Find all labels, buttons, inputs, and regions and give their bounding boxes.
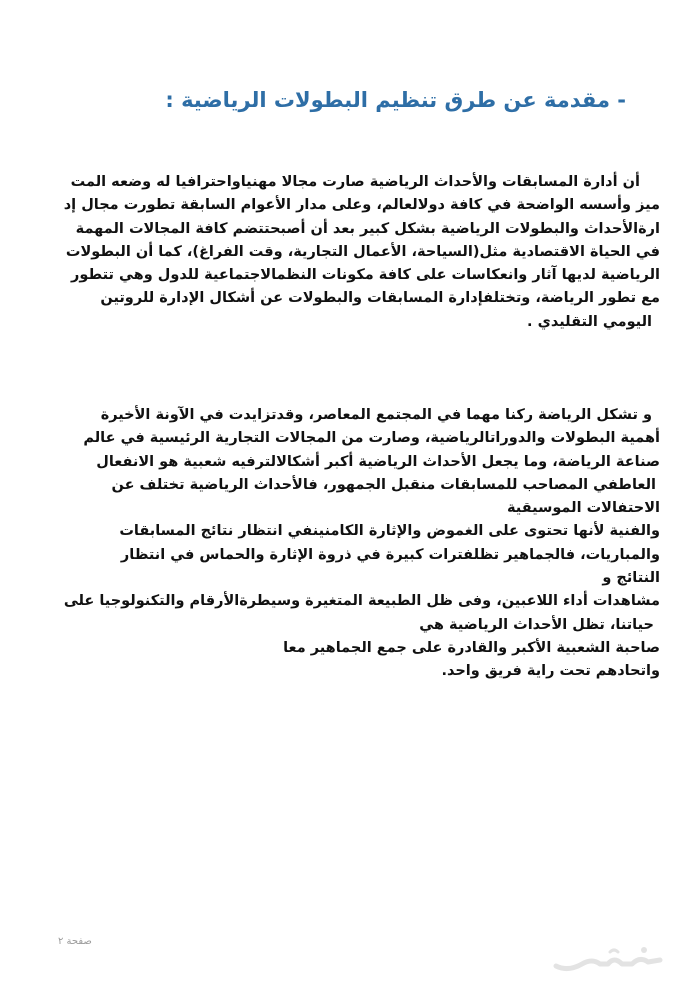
paragraph-intro <box>42 171 660 334</box>
paragraph-line: والمباريات، فالجماهير تظلفترات كبيرة في ذروة الإثارة والحماس في انتظار <box>120 546 660 563</box>
paragraph-line: صناعة الرياضة، وما يجعل الأحداث الرياضية أكبر أشكالالترفيه شعبية هو الانفعال <box>96 453 660 470</box>
paragraph-line: ارةالأحداث والبطولات الرياضية بشكل كبير بعد أن أصبحتتضم كافة المجالات المهمة <box>75 220 660 237</box>
paragraph-line: و تشكل الرياضة ركنا مهما في المجتمع المعاصر، وقدتزايدت في الآونة الأخيرة <box>100 407 652 423</box>
paragraph-line: مع تطور الرياضة، وتختلفإدارة المسابقات والبطولات عن أشكال الإدارة للروتين <box>100 290 660 307</box>
page-number: صفحة ٢ <box>58 936 92 947</box>
paragraph-line: اليومي التقليدي . <box>527 313 652 330</box>
paragraph-line: العاطفي المصاحب للمسابقات منقبل الجمهور، فالأحداث الرياضية تختلف عن <box>111 476 656 493</box>
paragraph-line: الرياضية لديها آثار وانعكاسات على كافة مكونات النظمالاجتماعية للدول وهي تتطور <box>71 267 660 284</box>
paragraph-line: أهمية البطولات والدوراتالرياضية، وصارت من المجالات التجارية الرئيسية في عالم <box>83 430 660 447</box>
section-heading: - مقدمة عن طرق تنظيم البطولات الرياضية : <box>165 88 626 112</box>
paragraph-line: مشاهدات أداء اللاعبين، وفى ظل الطبيعة المتغيرة وسيطرةالأرقام والتكنولوجيا على <box>63 593 660 610</box>
paragraph-line: ميز وأسسه الواضحة في كافة دولالعالم، وعلى مدار الأعوام السابقة تطورت مجال إد <box>63 197 660 214</box>
paragraph-line: أن أدارة المسابقات والأحداث الرياضية صارت مجالا مهنياواحترافيا له وضعه المت <box>70 174 640 190</box>
paragraph-line: النتائج و <box>602 570 660 587</box>
paragraph-line: حياتنا، تظل الأحداث الرياضية هي <box>419 616 654 633</box>
paragraph-line: والفنية لأنها تحتوى على الغموض والإثارة الكامنينفي انتظار نتائج المسابقات <box>119 523 660 540</box>
paragraph-line: الاحتفالات الموسيقية <box>507 500 660 517</box>
paragraph-sports-importance <box>42 404 660 684</box>
paragraph-line: في الحياة الاقتصادية مثل(السياحة، الأعمال التجارية، وقت الفراغ)، كما أن البطولات <box>65 243 660 260</box>
paragraph-line: واتحادهم تحت راية فريق واحد. <box>441 663 660 680</box>
haraj-watermark-logo <box>548 942 668 978</box>
paragraph-line: صاحبة الشعبية الأكبر والقادرة على جمع الجماهير معا <box>283 639 660 656</box>
